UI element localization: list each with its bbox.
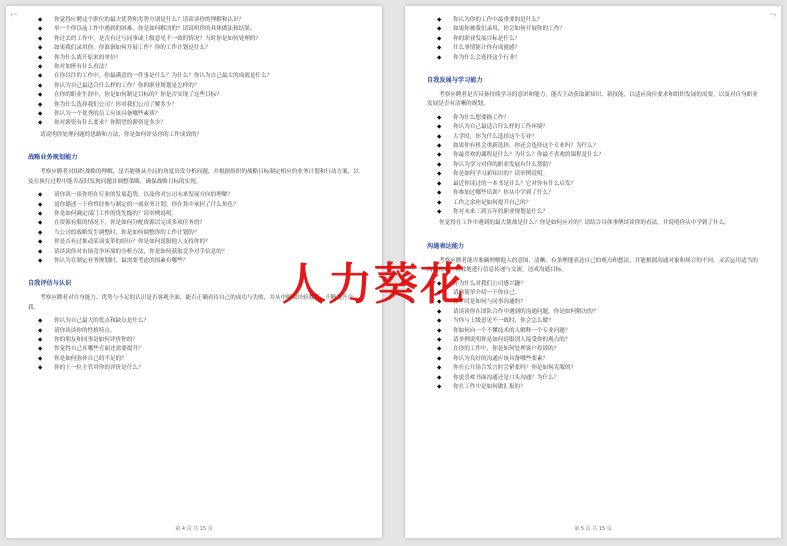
list-item: ◆ 在你的职业生涯中，你是如何制定目标的？你是否实现了这些目标？ <box>28 91 362 100</box>
list-item: ◆ 你是如何弥补自己的不足的？ <box>28 355 362 364</box>
section-heading: 自我发展与学习能力 <box>427 77 483 85</box>
list-item: ◆ 什么事情能让你有成就感？ <box>427 44 761 53</box>
list-item: ◆ 你认为学习对你的职业发展有什么帮助？ <box>427 161 761 170</box>
list-item: ◆ 你在工作中是如何做汇报的？ <box>427 383 761 392</box>
page-footer: 第 5 页 共 15 页 <box>574 526 612 532</box>
section-paragraph: 考察应聘者能否准确理解他人的意图，清晰、有条理地表达自己的观点和想法，并能根据沟通对象和场合的不同，灵活运用适当的沟通方式，有效地进行信息传递与交流，达成沟通目标。 <box>427 257 758 274</box>
list-item: ◆ 你认为自己最大的优点和缺点是什么？ <box>28 317 362 326</box>
section-list <box>427 114 761 217</box>
list-item: ◆ 你是如何确定部门工作的优先级的？请举例说明。 <box>28 210 362 219</box>
list-item: ◆ 你为什么离开原来的单位？ <box>28 54 362 63</box>
list-item: ◆ 你过去的工作中，是否有过与同事或上级意见不一致的情况？当时你是如何处理的？ <box>28 35 362 44</box>
list-item: ◆ 你对加班有什么看法？ <box>28 63 362 72</box>
list-item: ◆ 大学时，你为什么选择这个专业？ <box>427 133 761 142</box>
list-item: ◆ 你如何向一个不懂技术的人解释一个专业问题？ <box>427 327 761 336</box>
list-item: ◆ 工作之余你是如何提升自己的？ <box>427 199 761 208</box>
list-item: ◆ 请举例说明你是如何说服别人接受你的观点的？ <box>427 336 761 345</box>
list-item: ◆ 你对薪资有什么要求？你期望的薪资是多少？ <box>28 119 362 128</box>
list-item: ◆ 在资源有限的情况下，你是如何分配资源以完成多项任务的？ <box>28 219 362 228</box>
list-item: ◆ 你更喜欢书面沟通还是口头沟通？为什么？ <box>427 374 761 383</box>
list-item: ◆ 你最喜欢的课程是什么？为什么？你最不喜欢的课程是什么？ <box>427 151 761 160</box>
list-item: ◆ 在你的工作中，你是如何处理客户投诉的？ <box>427 345 761 354</box>
list-item: ◆ 你认为自己最适合什么样的工作环境？ <box>427 123 761 132</box>
list-item: ◆ 请谈谈你对市场竞争环境的分析方法，你是如何获取竞争对手信息的？ <box>28 248 362 257</box>
section-paragraph: 考察应聘者对组织战略的理解，是否能够从全局的角度出发分析问题，并根据组织的战略目标制定相应的业务计划和行动方案，以及在执行过程中能否及时发现问题并调整策略，确保战略目标的实现。 <box>28 169 359 185</box>
list-item: ◆ 你对未来三到五年的职业规划是什么？ <box>427 208 761 217</box>
section-tail-text: 你觉得在工作中遇到的最大挑战是什么？你是如何应对的？请结合具体事例谈谈你的看法，并说明你从中学到了什么。 <box>439 220 730 227</box>
list-item: ◆ 你为什么会选择这个行业？ <box>427 54 761 63</box>
list-item: ◆ 请你谈谈你的性格特点。 <box>28 327 362 336</box>
list-item: ◆ 你的上一位主管对你的评价是什么？ <box>28 364 362 373</box>
list-item: ◆ 你认为良好的沟通应该具备哪些要素？ <box>427 355 761 364</box>
list-item: ◆ 你觉得自己在哪些方面还需要提升？ <box>28 345 362 354</box>
page-footer: 第 4 页 共 15 页 <box>175 526 213 532</box>
list-item: ◆ 你是否有过推动某项变革的经历？你是如何说服他人支持你的？ <box>28 238 362 247</box>
list-item: ◆ 当你与上级意见不一致时，你会怎么做？ <box>427 317 761 326</box>
list-item: ◆ 请谈谈你在团队合作中遇到的沟通问题，你是如何解决的？ <box>427 308 761 317</box>
list-item: ◆ 如果你有机会重新选择，你还会选择这个专业吗？为什么？ <box>427 142 761 151</box>
list-item: ◆ 如果你被我们录用，你会如何开展你的工作？ <box>427 25 761 34</box>
crop-mark: ⌐ <box>10 10 19 21</box>
section-heading: 自我评估与认识 <box>28 280 72 288</box>
crop-mark: ¬ <box>768 10 777 21</box>
section-list <box>427 280 761 393</box>
list-item: ◆ 你参加过哪些培训？你从中学到了什么？ <box>427 189 761 198</box>
list-item: ◆ 你认为你的工作中最重要的是什么？ <box>427 16 761 25</box>
list-item: ◆ 你的朋友和同事是如何评价你的？ <box>28 336 362 345</box>
list-item: ◆ 当公司的战略发生调整时，你是如何调整你的工作计划的？ <box>28 229 362 238</box>
list-item: ◆ 你觉得应聘这个职位的最大优势和劣势分别是什么？请谈谈你的理解和认识？ <box>28 16 362 25</box>
section-list <box>28 317 362 373</box>
list-item: ◆ 请你简单介绍一下你自己。 <box>427 289 761 298</box>
list-item: ◆ 最近你读过的一本书是什么？它对你有什么启发？ <box>427 180 761 189</box>
list-item: ◆ 你的职业发展目标是什么？ <box>427 35 761 44</box>
section-paragraph: 考察应聘者是否具备持续学习的意识和能力，能否主动获取新知识、新技能，以适应岗位要求和组织发展的需要，以及对自身职业发展是否有清晰的规划。 <box>427 92 758 108</box>
intro-tail-text: 请说明你处理问题的思路和方法，你是如何评估你的工作成效的？ <box>40 131 203 138</box>
list-item: ◆ 你为什么对我们公司感兴趣？ <box>427 280 761 289</box>
list-item: ◆ 你是如何学习新知识的？请举例说明。 <box>427 170 761 179</box>
section-heading: 沟通表达能力 <box>427 242 465 250</box>
list-item: ◆ 请你谈一谈你所在行业的发展趋势，以及你对公司未来发展方向的理解？ <box>28 191 362 200</box>
list-item: ◆ 你认为一个优秀的员工应该具备哪些素质？ <box>28 110 362 119</box>
section-heading: 战略业务规划能力 <box>28 154 78 162</box>
watermark: 人力葵花 <box>282 259 466 310</box>
list-item: ◆ 请你描述一下你曾经参与制定的一项业务计划，你在其中承担了什么角色？ <box>28 201 362 210</box>
section-paragraph: 考察应聘者对自身能力、优势与不足的认识是否客观全面，能否正确看待自己的成功与失败，并从中吸取经验教训，不断提升自我。 <box>28 295 354 311</box>
list-item: ◆ 你为什么选择我们公司？你对我们公司了解多少？ <box>28 101 362 110</box>
list-item: ◆ 举一个你以前工作中遇到的困难，你是如何解决的？请说明你的具体做法和结果。 <box>28 25 362 34</box>
list-item: ◆ 如果我们录用你，你准备如何开展工作？你的工作计划是什么？ <box>28 44 362 53</box>
top-list <box>427 16 761 63</box>
list-item: ◆ 你平时是如何与同事沟通的？ <box>427 298 761 307</box>
list-item: ◆ 你在公开场合发言时会紧张吗？你是如何克服的？ <box>427 364 761 373</box>
list-item: ◆ 你认为自己最适合什么样的工作？你的职业规划是怎样的？ <box>28 82 362 91</box>
list-item: ◆ 你为什么想要换工作？ <box>427 114 761 123</box>
list-item: ◆ 你认为在制定业务规划时，最需要考虑的因素有哪些？ <box>28 257 362 266</box>
intro-list <box>28 16 362 129</box>
list-item: ◆ 在你以往的工作中，你最满意的一件事是什么？为什么？你认为自己最大的成就是什么？ <box>28 72 362 81</box>
